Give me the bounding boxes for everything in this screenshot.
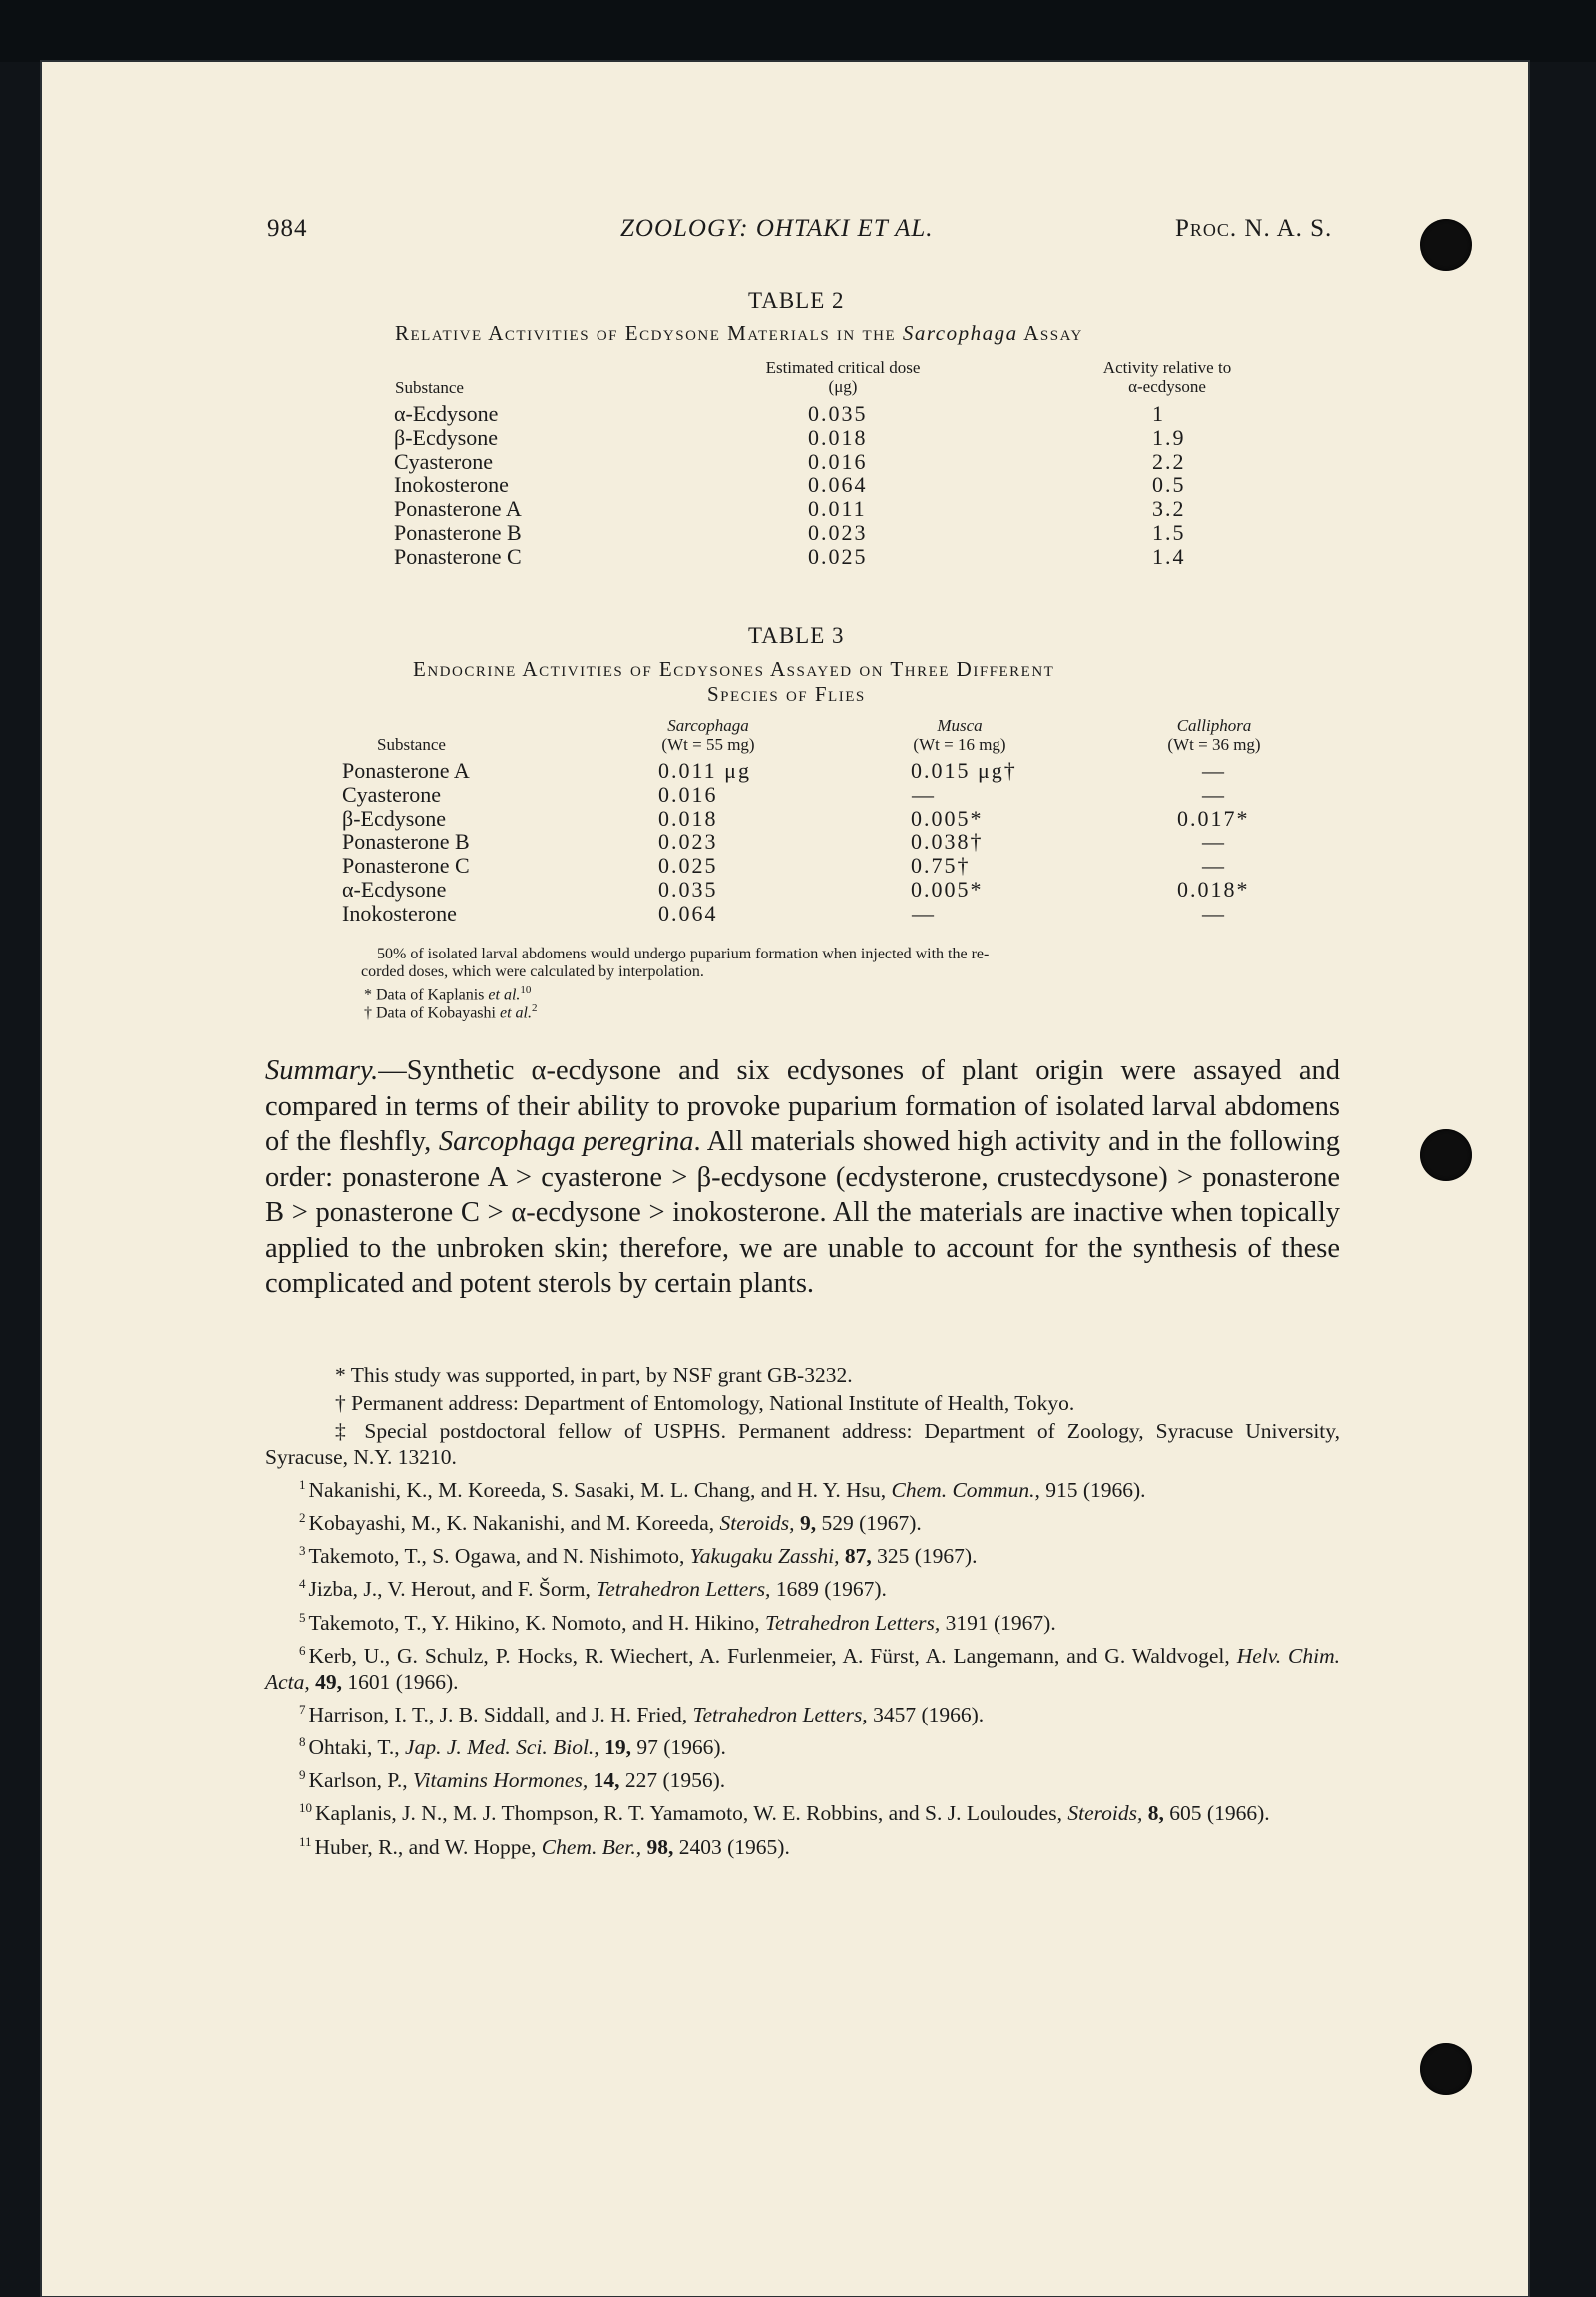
table2-activity: 1.5 bbox=[1152, 520, 1186, 545]
table3-col-musca-l1: Musca bbox=[937, 716, 983, 735]
binder-hole-bottom bbox=[1420, 2043, 1472, 2095]
reference-item bbox=[265, 1571, 1340, 1602]
reference-pages-year: , 915 (1966). bbox=[1034, 1478, 1146, 1503]
reference-number: 1 bbox=[299, 1477, 306, 1492]
binder-hole-top bbox=[1420, 219, 1472, 271]
table3-sarcophaga: 0.035 bbox=[658, 877, 718, 902]
reference-pages-year: 227 (1956). bbox=[619, 1768, 726, 1793]
reference-list bbox=[265, 1472, 1340, 1860]
reference-volume: 49, bbox=[309, 1669, 343, 1694]
table2-col-activity-l1: Activity relative to bbox=[1102, 358, 1232, 377]
note-kaplanis-etal: et al. bbox=[488, 986, 521, 1004]
reference-volume: 19, bbox=[598, 1735, 631, 1760]
running-title: ZOOLOGY: OHTAKI ET AL. bbox=[620, 215, 934, 242]
reference-authors: Kaplanis, J. N., M. J. Thompson, R. T. Yamamoto, W. E. Robbins, and S. J. Louloudes, bbox=[315, 1801, 1068, 1826]
reference-number: 10 bbox=[299, 1800, 312, 1816]
reference-item bbox=[265, 1829, 1340, 1860]
reference-number: 4 bbox=[299, 1576, 306, 1592]
reference-journal: Vitamins Hormones, bbox=[413, 1768, 589, 1793]
table2-col-activity-l2: α-ecdysone bbox=[1128, 377, 1206, 396]
table3-sarcophaga: 0.016 bbox=[658, 781, 718, 807]
reference-journal: Tetrahedron Letters, bbox=[765, 1610, 941, 1635]
table3-note-kobayashi bbox=[364, 999, 537, 1022]
table2-substance: Cyasterone bbox=[394, 448, 493, 474]
reference-journal: Helv. Chim. Acta, bbox=[265, 1643, 1340, 1694]
reference-journal: Tetrahedron Letters, bbox=[692, 1703, 868, 1727]
reference-item bbox=[265, 1505, 1340, 1536]
reference-journal: Jap. J. Med. Sci. Biol., bbox=[405, 1735, 599, 1760]
table2-substance: Ponasterone C bbox=[394, 543, 522, 569]
reference-pages-year: 1601 (1966). bbox=[342, 1669, 459, 1694]
table2-dose: 0.016 bbox=[808, 448, 868, 474]
table3-sarcophaga: 0.064 bbox=[658, 900, 718, 926]
table3-musca: 0.015 μg† bbox=[911, 758, 1017, 783]
reference-authors: Kerb, U., G. Schulz, P. Hocks, R. Wiechert, A. Furlenmeier, A. Fürst, A. Langemann, and G. Waldvogel, bbox=[308, 1643, 1237, 1668]
reference-authors: Takemoto, T., S. Ogawa, and N. Nishimoto, bbox=[308, 1544, 690, 1569]
footnote-funding: * This study was supported, in part, by NSF grant GB-3232. bbox=[335, 1363, 853, 1387]
table3-calliphora: — bbox=[1202, 781, 1226, 807]
table2-dose: 0.011 bbox=[808, 496, 867, 522]
footnote-permanent-address: † Permanent address: Department of Entomology, National Institute of Health, Tokyo. bbox=[335, 1391, 1075, 1415]
table2-activity: 1 bbox=[1152, 401, 1165, 426]
table2-substance: α-Ecdysone bbox=[394, 401, 499, 426]
table2-caption bbox=[395, 321, 1083, 346]
table2-dose: 0.023 bbox=[808, 520, 868, 545]
footnote-fellowship: ‡ Special postdoctoral fellow of USPHS. Permanent address: Department of Zoology, Syracuse University, Syracuse, N.Y. 13210. bbox=[265, 1419, 1340, 1469]
table3-col-calliphora-l1: Calliphora bbox=[1176, 716, 1252, 735]
table3-caption-l1: Endocrine Activities of Ecdysones Assayed on Three Different bbox=[413, 657, 1055, 681]
reference-number: 8 bbox=[299, 1734, 306, 1750]
reference-authors: Kobayashi, M., K. Nakanishi, and M. Koreeda, bbox=[308, 1511, 720, 1536]
table3-musca: 0.75† bbox=[911, 853, 971, 879]
reference-number: 5 bbox=[299, 1609, 306, 1625]
table3-musca: — bbox=[912, 781, 936, 807]
table3-calliphora: 0.017* bbox=[1177, 805, 1250, 831]
table3-col-sarcophaga-l1: Sarcophaga bbox=[667, 716, 749, 735]
reference-authors: Karlson, P., bbox=[308, 1768, 414, 1793]
table2-col-dose bbox=[733, 358, 953, 396]
table3-note-l2: corded doses, which were calculated by interpolation. bbox=[361, 963, 704, 980]
reference-volume: 98, bbox=[641, 1834, 674, 1859]
table3-substance: Inokosterone bbox=[342, 900, 457, 926]
table3-sarcophaga: 0.025 bbox=[658, 853, 718, 879]
table2-substance: β-Ecdysone bbox=[394, 424, 499, 450]
reference-item bbox=[265, 1697, 1340, 1727]
reference-pages-year: 1689 (1967). bbox=[770, 1577, 887, 1602]
table3-substance: Ponasterone C bbox=[342, 853, 470, 879]
table3-col-calliphora-l2: (Wt = 36 mg) bbox=[1167, 735, 1261, 754]
reference-authors: Nakanishi, K., M. Koreeda, S. Sasaki, M. L. Chang, and H. Y. Hsu, bbox=[308, 1478, 892, 1503]
table3-sarcophaga: 0.023 bbox=[658, 829, 718, 855]
table3-sarcophaga: 0.018 bbox=[658, 805, 718, 831]
reference-journal: Chem. Commun. bbox=[891, 1478, 1035, 1503]
table3-col-sarcophaga-l2: (Wt = 55 mg) bbox=[661, 735, 755, 754]
table3-musca: 0.005* bbox=[911, 877, 984, 902]
table3-title: TABLE 3 bbox=[748, 623, 845, 648]
table3-sarcophaga: 0.011 μg bbox=[658, 758, 751, 783]
table2-activity: 1.9 bbox=[1152, 424, 1186, 450]
table2-dose: 0.035 bbox=[808, 401, 868, 426]
reference-volume: 87, bbox=[839, 1544, 872, 1569]
reference-pages-year: 529 (1967). bbox=[816, 1511, 922, 1536]
table2-substance: Inokosterone bbox=[394, 472, 509, 498]
reference-item bbox=[265, 1638, 1340, 1695]
reference-pages-year: 325 (1967). bbox=[871, 1544, 978, 1569]
reference-journal: Steroids, bbox=[719, 1511, 795, 1536]
table3-substance: α-Ecdysone bbox=[342, 877, 447, 902]
reference-item bbox=[265, 1729, 1340, 1760]
reference-number: 3 bbox=[299, 1543, 306, 1559]
table3-note-l1: 50% of isolated larval abdomens would undergo puparium formation when injected with the re- bbox=[377, 946, 990, 962]
reference-authors: Ohtaki, T., bbox=[308, 1735, 406, 1760]
table3-calliphora: — bbox=[1202, 829, 1226, 855]
reference-pages-year: 97 (1966). bbox=[630, 1735, 726, 1760]
table3-col-calliphora bbox=[1124, 716, 1304, 754]
note-kobayashi-etal: et al. bbox=[499, 1004, 532, 1022]
note-kobayashi-ref: 2 bbox=[531, 1002, 538, 1014]
reference-item bbox=[265, 1538, 1340, 1569]
reference-number: 9 bbox=[299, 1767, 306, 1783]
reference-item bbox=[265, 1472, 1340, 1503]
table3-substance: Ponasterone B bbox=[342, 829, 470, 855]
summary-label: Summary. bbox=[265, 1055, 379, 1086]
reference-item bbox=[265, 1605, 1340, 1636]
table2-caption-text: Relative Activities of Ecdysone Materials in the bbox=[395, 321, 903, 345]
note-kaplanis-text: * Data of Kaplanis bbox=[364, 986, 489, 1004]
binder-hole-middle bbox=[1420, 1129, 1472, 1181]
reference-pages-year: 2403 (1965). bbox=[673, 1834, 790, 1859]
table3-col-sarcophaga bbox=[618, 716, 798, 754]
table2-dose: 0.064 bbox=[808, 472, 868, 498]
reference-volume: 14, bbox=[588, 1768, 620, 1793]
reference-number: 11 bbox=[299, 1833, 312, 1849]
summary-paragraph bbox=[265, 1053, 1340, 1302]
table3-col-substance: Substance bbox=[377, 735, 446, 754]
reference-authors: Huber, R., and W. Hoppe, bbox=[314, 1834, 542, 1859]
table2-activity: 3.2 bbox=[1152, 496, 1186, 522]
table3-substance: Cyasterone bbox=[342, 781, 441, 807]
table2-dose: 0.025 bbox=[808, 543, 868, 569]
reference-journal: Yakugaku Zasshi, bbox=[689, 1544, 840, 1569]
table2-dose: 0.018 bbox=[808, 424, 868, 450]
table3-col-musca bbox=[870, 716, 1049, 754]
scan-background bbox=[0, 0, 1596, 62]
table3-calliphora: 0.018* bbox=[1177, 877, 1250, 902]
reference-pages-year: 3191 (1967). bbox=[940, 1610, 1056, 1635]
reference-journal: Steroids, bbox=[1067, 1801, 1143, 1826]
reference-number: 6 bbox=[299, 1642, 306, 1658]
table3-col-musca-l2: (Wt = 16 mg) bbox=[913, 735, 1006, 754]
table2-substance: Ponasterone B bbox=[394, 520, 522, 545]
table3-calliphora: — bbox=[1202, 758, 1226, 783]
reference-pages-year: 605 (1966). bbox=[1163, 1801, 1270, 1826]
table2-substance: Ponasterone A bbox=[394, 496, 522, 522]
table3-musca: — bbox=[912, 900, 936, 926]
reference-item bbox=[265, 1762, 1340, 1793]
table2-title: TABLE 2 bbox=[748, 288, 845, 313]
table2-caption-genus: Sarcophaga bbox=[902, 321, 1018, 345]
table3-calliphora: — bbox=[1202, 900, 1226, 926]
table3-caption-l2: Species of Flies bbox=[707, 682, 866, 706]
summary-text-1: —Synthetic α-ecdysone and six ecdysones of plant origin were assayed and compared in terms of their ability to provoke puparium formation of isolated larval abdomens of the fleshfly, bbox=[265, 1055, 1340, 1157]
summary-text-2: . All materials showed high activity and in the following order: ponasterone A > cyasterone > β-ecdysone (ecdysterone, crustecdysone) > ponasterone B > ponasterone C > α-ecdysone > inokosterone. All the materials are inactive when topically applied to the unbroken skin; therefore, we are unable to account for the synthesis of these complicated and potent sterols by certain plants. bbox=[265, 1126, 1340, 1299]
table2-activity: 1.4 bbox=[1152, 543, 1186, 569]
table2-col-activity bbox=[1067, 358, 1267, 396]
reference-pages-year: 3457 (1966). bbox=[867, 1703, 985, 1727]
note-kobayashi-text: † Data of Kobayashi bbox=[364, 1004, 500, 1022]
reference-volume: 9, bbox=[794, 1511, 817, 1536]
reference-item bbox=[265, 1795, 1340, 1826]
journal-name: Proc. N. A. S. bbox=[1175, 215, 1333, 242]
reference-volume: 8, bbox=[1142, 1801, 1164, 1826]
table2-caption-end: Assay bbox=[1017, 321, 1083, 345]
note-kaplanis-ref: 10 bbox=[520, 984, 532, 996]
reference-journal: Tetrahedron Letters, bbox=[596, 1577, 771, 1602]
reference-number: 2 bbox=[299, 1510, 306, 1526]
reference-authors: Harrison, I. T., J. B. Siddall, and J. H. Fried, bbox=[308, 1703, 693, 1727]
page-number: 984 bbox=[267, 215, 308, 242]
table2-col-dose-l2: (μg) bbox=[828, 377, 858, 396]
table3-musca: 0.038† bbox=[911, 829, 984, 855]
table2-col-substance: Substance bbox=[395, 378, 464, 397]
reference-number: 7 bbox=[299, 1701, 306, 1717]
footnotes bbox=[265, 1362, 1340, 1862]
reference-journal: Chem. Ber., bbox=[541, 1834, 642, 1859]
summary-species: Sarcophaga peregrina bbox=[438, 1126, 694, 1157]
table2-activity: 0.5 bbox=[1152, 472, 1186, 498]
reference-authors: Takemoto, T., Y. Hikino, K. Nomoto, and H. Hikino, bbox=[308, 1610, 766, 1635]
table2-activity: 2.2 bbox=[1152, 448, 1186, 474]
table2-col-dose-l1: Estimated critical dose bbox=[765, 358, 921, 377]
table3-substance: Ponasterone A bbox=[342, 758, 470, 783]
reference-authors: Jizba, J., V. Herout, and F. Šorm, bbox=[308, 1577, 597, 1602]
table3-musca: 0.005* bbox=[911, 805, 984, 831]
table3-substance: β-Ecdysone bbox=[342, 805, 447, 831]
table3-calliphora: — bbox=[1202, 853, 1226, 879]
